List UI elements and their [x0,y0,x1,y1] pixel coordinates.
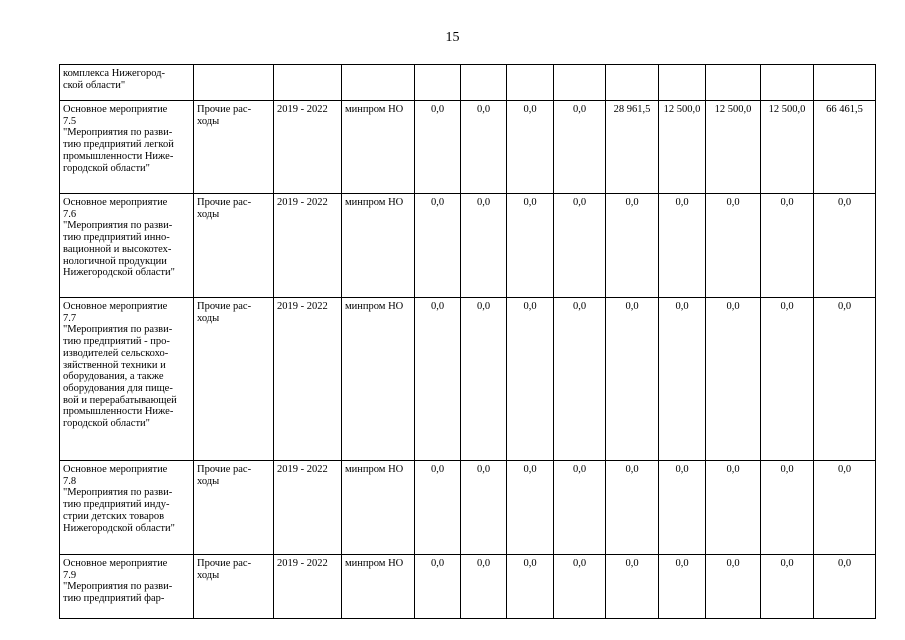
table-row [60,298,876,461]
value-cell: 0,0 [554,555,606,619]
expense-type-cell: Прочие рас- ходы [194,194,274,298]
value-cell: 0,0 [415,194,461,298]
executor-cell: минпром НО [342,194,415,298]
period-cell: 2019 - 2022 [274,555,342,619]
value-cell: 0,0 [706,555,761,619]
executor-cell: минпром НО [342,101,415,194]
activity-name-cell: Основное мероприятие 7.8 "Мероприятия по разви- тию предприятий инду- стрии детских товаров Нижегородской области" [60,461,194,555]
value-cell: 66 461,5 [814,101,876,194]
value-cell: 0,0 [507,194,554,298]
empty-cell [507,65,554,101]
value-cell: 0,0 [461,101,507,194]
budget-table [59,64,876,619]
value-cell: 0,0 [761,298,814,461]
empty-cell [761,65,814,101]
value-cell: 0,0 [415,101,461,194]
empty-cell [461,65,507,101]
value-cell: 0,0 [814,555,876,619]
value-cell: 0,0 [415,461,461,555]
table-row [60,101,876,194]
empty-cell [415,65,461,101]
value-cell: 0,0 [761,461,814,555]
table-row-continued [60,65,876,101]
value-cell: 0,0 [606,555,659,619]
activity-name-cell: Основное мероприятие 7.6 "Мероприятия по разви- тию предприятий инно- вационной и высокотех- нологичной продукции Нижегородской области" [60,194,194,298]
value-cell: 0,0 [606,194,659,298]
value-cell: 0,0 [507,555,554,619]
expense-type-cell: Прочие рас- ходы [194,555,274,619]
value-cell: 0,0 [814,298,876,461]
table-row [60,555,876,619]
executor-cell: минпром НО [342,555,415,619]
period-cell: 2019 - 2022 [274,298,342,461]
value-cell: 0,0 [554,194,606,298]
period-cell: 2019 - 2022 [274,194,342,298]
value-cell: 28 961,5 [606,101,659,194]
table-row [60,194,876,298]
activity-name-cell: Основное мероприятие 7.9 "Мероприятия по разви- тию предприятий фар- [60,555,194,619]
value-cell: 0,0 [554,461,606,555]
expense-type-cell: Прочие рас- ходы [194,461,274,555]
page-number: 15 [445,30,460,45]
value-cell: 12 500,0 [706,101,761,194]
activity-name-cell: Основное мероприятие 7.5 "Мероприятия по разви- тию предприятий легкой промышленности Ниже- городской области" [60,101,194,194]
value-cell: 0,0 [659,461,706,555]
table-row [60,461,876,555]
period-cell: 2019 - 2022 [274,461,342,555]
value-cell: 0,0 [606,298,659,461]
value-cell: 0,0 [461,298,507,461]
value-cell: 0,0 [706,298,761,461]
empty-cell [706,65,761,101]
value-cell: 0,0 [415,555,461,619]
empty-cell [274,65,342,101]
executor-cell: минпром НО [342,298,415,461]
value-cell: 12 500,0 [659,101,706,194]
value-cell: 0,0 [659,298,706,461]
value-cell: 0,0 [554,298,606,461]
value-cell: 0,0 [814,461,876,555]
value-cell: 0,0 [761,555,814,619]
activity-name-cell: комплекса Нижегород- ской области" [60,65,194,101]
value-cell: 0,0 [507,461,554,555]
value-cell: 0,0 [415,298,461,461]
value-cell: 0,0 [659,194,706,298]
activity-name-cell: Основное мероприятие 7.7 "Мероприятия по разви- тию предприятий - про- изводителей сельскохо- зяйственной техники и оборудования, а также оборудования для пище- вой и перерабатывающей промышленности Ниже- городской области" [60,298,194,461]
executor-cell: минпром НО [342,461,415,555]
value-cell: 0,0 [706,194,761,298]
empty-cell [342,65,415,101]
value-cell: 0,0 [461,555,507,619]
empty-cell [814,65,876,101]
expense-type-cell: Прочие рас- ходы [194,298,274,461]
empty-cell [659,65,706,101]
value-cell: 0,0 [706,461,761,555]
empty-cell [606,65,659,101]
value-cell: 0,0 [461,461,507,555]
period-cell: 2019 - 2022 [274,101,342,194]
value-cell: 12 500,0 [761,101,814,194]
value-cell: 0,0 [814,194,876,298]
value-cell: 0,0 [554,101,606,194]
empty-cell [194,65,274,101]
value-cell: 0,0 [507,298,554,461]
value-cell: 0,0 [507,101,554,194]
expense-type-cell: Прочие рас- ходы [194,101,274,194]
value-cell: 0,0 [659,555,706,619]
value-cell: 0,0 [461,194,507,298]
empty-cell [554,65,606,101]
value-cell: 0,0 [606,461,659,555]
value-cell: 0,0 [761,194,814,298]
